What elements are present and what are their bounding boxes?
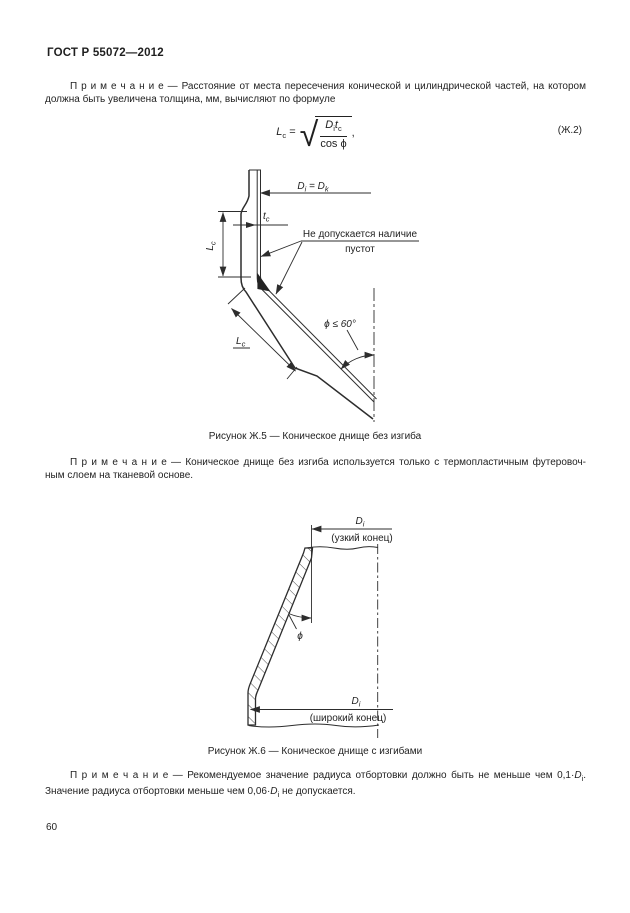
liner-outer-line (257, 170, 374, 402)
formula-D-sub: i (333, 124, 335, 134)
note3-line1 (45, 770, 586, 786)
note3-l1-sub: i (581, 774, 584, 783)
note-liner (45, 457, 586, 482)
note1-line1: П р и м е ч а н и е — Расстояние от места пересечения конической и цилиндрической частей, на котором (70, 81, 586, 92)
angle-leader (347, 330, 358, 350)
formula-block (45, 113, 586, 153)
note-flange-radius (45, 770, 586, 801)
top-break-line (306, 547, 378, 550)
formula-denominator: cos ϕ (320, 137, 347, 150)
standard-number-header: ГОСТ Р 55072—2012 (47, 47, 164, 59)
angle-label: ϕ ≤ 60° (324, 319, 356, 330)
formula-comma: , (351, 127, 355, 139)
page-number: 60 (46, 822, 58, 833)
formula-t-sub: c (337, 124, 342, 134)
figure-zh5-caption: Рисунок Ж.5 — Коническое днище без изгиба (208, 431, 422, 442)
note3-l1-post: . (583, 770, 586, 781)
knuckle-fill (257, 273, 270, 292)
lc-diag-ext-top (228, 288, 245, 304)
no-voids-label-line1: Не допускается наличие (302, 229, 418, 240)
note1-line2: должна быть увеличена толщина, мм, вычисляют по формуле (45, 93, 336, 105)
formula-equals: = (289, 125, 296, 138)
dia-top-note: (узкий конец) (331, 533, 393, 544)
bottom-break-line (249, 724, 380, 727)
formula-fraction (315, 116, 351, 149)
no-voids-leader2 (276, 242, 302, 294)
dia-top-label: $D_i$ (355, 516, 365, 529)
note3-l1-var: D (574, 770, 582, 781)
diameter-label: $D_i = D_k$ (297, 181, 329, 194)
no-voids-leader1 (261, 241, 301, 257)
formula-L: L (276, 125, 283, 138)
formula-L-sub: c (282, 131, 287, 141)
note3-l2-text: Значение радиуса отбортовки меньше чем 0,06· (45, 785, 271, 797)
figure-zh5-drawing (150, 160, 490, 430)
angle-label: ϕ (297, 631, 303, 642)
note-formula-intro (45, 81, 586, 106)
cone-wall-section (248, 548, 313, 725)
note3-l1-text: П р и м е ч а н и е — Рекомендуемое значение радиуса отбортовки должно быть не меньше чем 0,1· (70, 770, 575, 781)
no-voids-label-line2: пустот (345, 244, 375, 255)
dia-bottom-label: $D_i$ (351, 696, 361, 709)
lc-vert-label: $L_c$ (205, 241, 218, 251)
formula-t: t (334, 119, 338, 132)
dia-bottom-note: (широкий конец) (309, 713, 387, 724)
note3-l2-sub: i (277, 789, 280, 799)
lc-diag-ext-bottom (287, 367, 297, 379)
liner-inner-line (261, 170, 377, 399)
formula-D: D (325, 119, 334, 132)
note3-l2-post: не допускается. (279, 785, 356, 797)
figure-zh6-caption: Рисунок Ж.6 — Коническое днище с изгибами (207, 746, 423, 757)
angle-arc (289, 614, 312, 619)
note3-line2 (45, 786, 586, 802)
equation-number: (Ж.2) (557, 125, 582, 136)
angle-arc (341, 355, 374, 369)
note2-line1: П р и м е ч а н и е — Коническое днище без изгиба используется только с термопластичным футеровоч- (70, 457, 586, 468)
figure-zh6-drawing (228, 506, 528, 744)
lc-diag-label: $L_c$ (236, 336, 246, 349)
thickness-label: $t_c$ (263, 211, 270, 224)
radical-sign: √ (299, 116, 319, 154)
thickness-arrow (246, 222, 256, 228)
note2-line2: ным слоем на тканевой основе. (45, 469, 194, 481)
note3-l2-var: D (270, 785, 278, 797)
angle-leader (289, 615, 297, 629)
formula-lc (45, 113, 586, 153)
